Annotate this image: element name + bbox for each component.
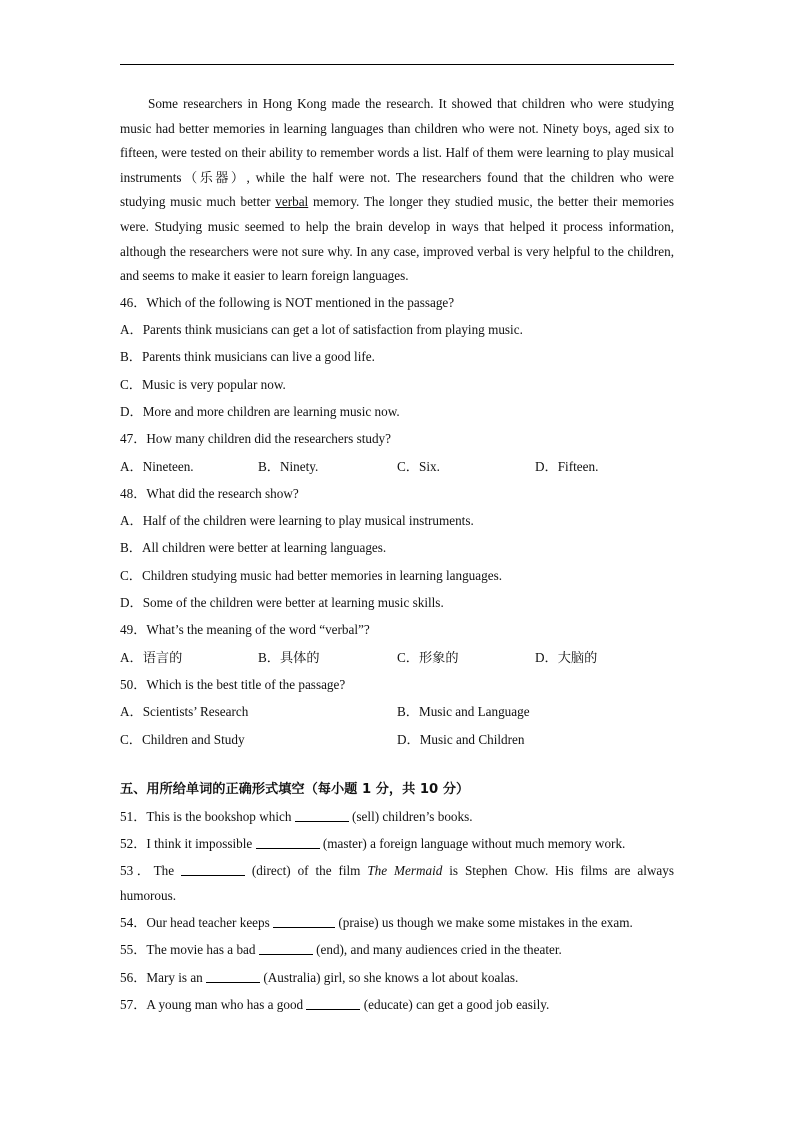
passage-text-2: memory. The longer they studied music, the better their memories were. Studying music seemed to help the brain develop in ways that helped it process information, although the researchers were not sure why. In any case, improved verbal is very helpful to the children, and seems to make it easier to learn foreign languages. [120, 194, 674, 284]
passage-underlined-word: verbal [275, 194, 309, 210]
blank-51[interactable] [295, 807, 349, 822]
option-48-d: D．Some of the children were better at learning music skills. [120, 595, 444, 611]
option-47-d: D．Fifteen. [535, 458, 599, 474]
question-50: 50．Which is the best title of the passage? [120, 676, 346, 692]
blank-52[interactable] [256, 834, 320, 849]
fill-item-57: 57．A young man who has a good (educate) can get a good job easily. [120, 996, 550, 1012]
options-50-row1 [120, 698, 674, 725]
fill-item-56: 56．Mary is an (Australia) girl, so she knows a lot about koalas. [120, 969, 519, 985]
section-5-title: 五、用所给单词的正确形式填空（每小题 1 分，共 10 分） [120, 781, 470, 797]
option-50-c: C．Children and Study [120, 731, 245, 747]
option-47-b: B．Ninety. [258, 458, 319, 474]
option-46-a: A．Parents think musicians can get a lot of satisfaction from playing music. [120, 322, 523, 338]
option-49-d: D．大脑的 [535, 649, 598, 665]
option-49-a: A．语言的 [120, 649, 183, 665]
blank-57[interactable] [306, 995, 360, 1010]
option-46-c: C．Music is very popular now. [120, 376, 286, 392]
question-46: 46．Which of the following is NOT mentioned in the passage? [120, 294, 455, 310]
fill-item-54: 54．Our head teacher keeps (praise) us though we make some mistakes in the exam. [120, 914, 633, 930]
option-50-b: B．Music and Language [397, 704, 530, 720]
header-rule [120, 64, 674, 65]
option-49-c: C．形象的 [397, 649, 459, 665]
options-49 [120, 644, 674, 671]
option-50-a: A．Scientists’ Research [120, 704, 249, 720]
option-46-b: B．Parents think musicians can live a good life. [120, 349, 375, 365]
question-47: 47．How many children did the researchers study? [120, 431, 391, 447]
blank-54[interactable] [273, 913, 335, 928]
page-content [120, 92, 674, 1018]
film-title: The Mermaid [367, 862, 443, 878]
fill-item-53: 53．The (direct) of the film The Mermaid is Stephen Chow. His films are always humorous. [120, 862, 674, 904]
fill-item-55: 55．The movie has a bad (end), and many audiences cried in the theater. [120, 942, 562, 958]
options-50-row2 [120, 726, 674, 753]
option-50-d: D．Music and Children [397, 731, 525, 747]
option-49-b: B．具体的 [258, 649, 320, 665]
options-47 [120, 453, 674, 480]
option-48-c: C．Children studying music had better memories in learning languages. [120, 567, 502, 583]
option-48-a: A．Half of the children were learning to play musical instruments. [120, 513, 474, 529]
blank-53[interactable] [181, 861, 245, 876]
fill-item-52: 52．I think it impossible (master) a foreign language without much memory work. [120, 836, 626, 852]
fill-item-51: 51．This is the bookshop which (sell) children’s books. [120, 808, 473, 824]
question-49: 49．What’s the meaning of the word “verbal”? [120, 622, 370, 638]
option-47-c: C．Six. [397, 458, 440, 474]
blank-55[interactable] [259, 940, 313, 955]
option-46-d: D．More and more children are learning music now. [120, 403, 400, 419]
option-47-a: A．Nineteen. [120, 458, 194, 474]
passage-text-1: Some researchers in Hong Kong made the research. It showed that children who were studying music had better memories in learning languages than children who were not. Ninety boys, aged six to fifteen, were tested on their ability to remember words a list. Half of them were learning to play musical instruments（乐器）, while the half were not. The researchers found that the children who were studying music much better [120, 96, 674, 210]
blank-56[interactable] [206, 968, 260, 983]
reading-passage [120, 92, 674, 289]
question-48: 48．What did the research show? [120, 485, 299, 501]
option-48-b: B．All children were better at learning languages. [120, 540, 387, 556]
